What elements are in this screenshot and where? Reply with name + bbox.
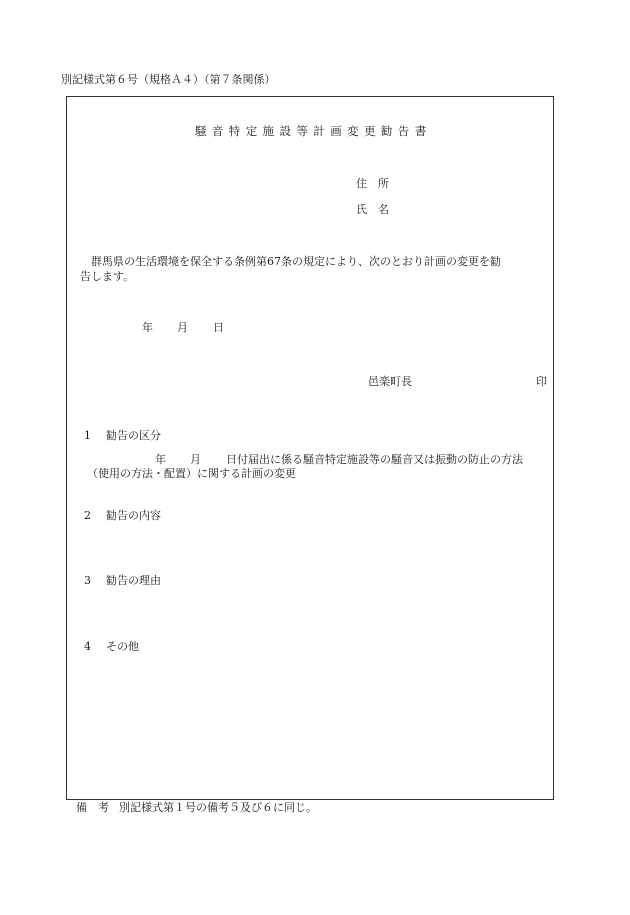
date-year: 年	[142, 321, 153, 334]
item-3-number: 3	[84, 574, 91, 587]
footer-note-text: 別記様式第１号の備考５及び６に同じ。	[119, 801, 317, 814]
item-2-number: 2	[84, 509, 91, 522]
item-4-number: 4	[84, 640, 91, 653]
name-label: 氏 名	[356, 203, 389, 216]
item-4-heading: その他	[106, 640, 139, 653]
document-title: 騒音特定施設等計画変更勧告書	[195, 124, 432, 138]
item-1-heading: 勧告の区分	[106, 429, 161, 442]
item-3-heading: 勧告の理由	[106, 574, 161, 587]
item-2-heading: 勧告の内容	[106, 509, 161, 522]
issuer-name: 邑楽町長	[368, 375, 412, 388]
address-label: 住 所	[356, 177, 389, 190]
body-text-line1: 群馬県の生活環境を保全する条例第67条の規定により、次のとおり計画の変更を勧	[91, 255, 501, 268]
footer-note-label: 備 考	[76, 801, 109, 814]
date-day: 日	[213, 321, 224, 334]
document-frame	[66, 96, 554, 800]
item-1-detail-year: 年	[155, 453, 166, 466]
item-1-detail-line1: 日付届出に係る騒音特定施設等の騒音又は振動の防止の方法	[226, 453, 523, 466]
body-text-line2: 告します。	[80, 270, 135, 283]
item-1-detail-month: 月	[190, 453, 201, 466]
form-label: 別記様式第６号（規格Ａ４）（第７条関係）	[61, 73, 276, 86]
seal-mark: 印	[536, 375, 547, 388]
item-1-number: 1	[84, 429, 91, 442]
date-month: 月	[177, 321, 188, 334]
item-1-detail-line2: （使用の方法・配置）に関する計画の変更	[87, 467, 296, 480]
